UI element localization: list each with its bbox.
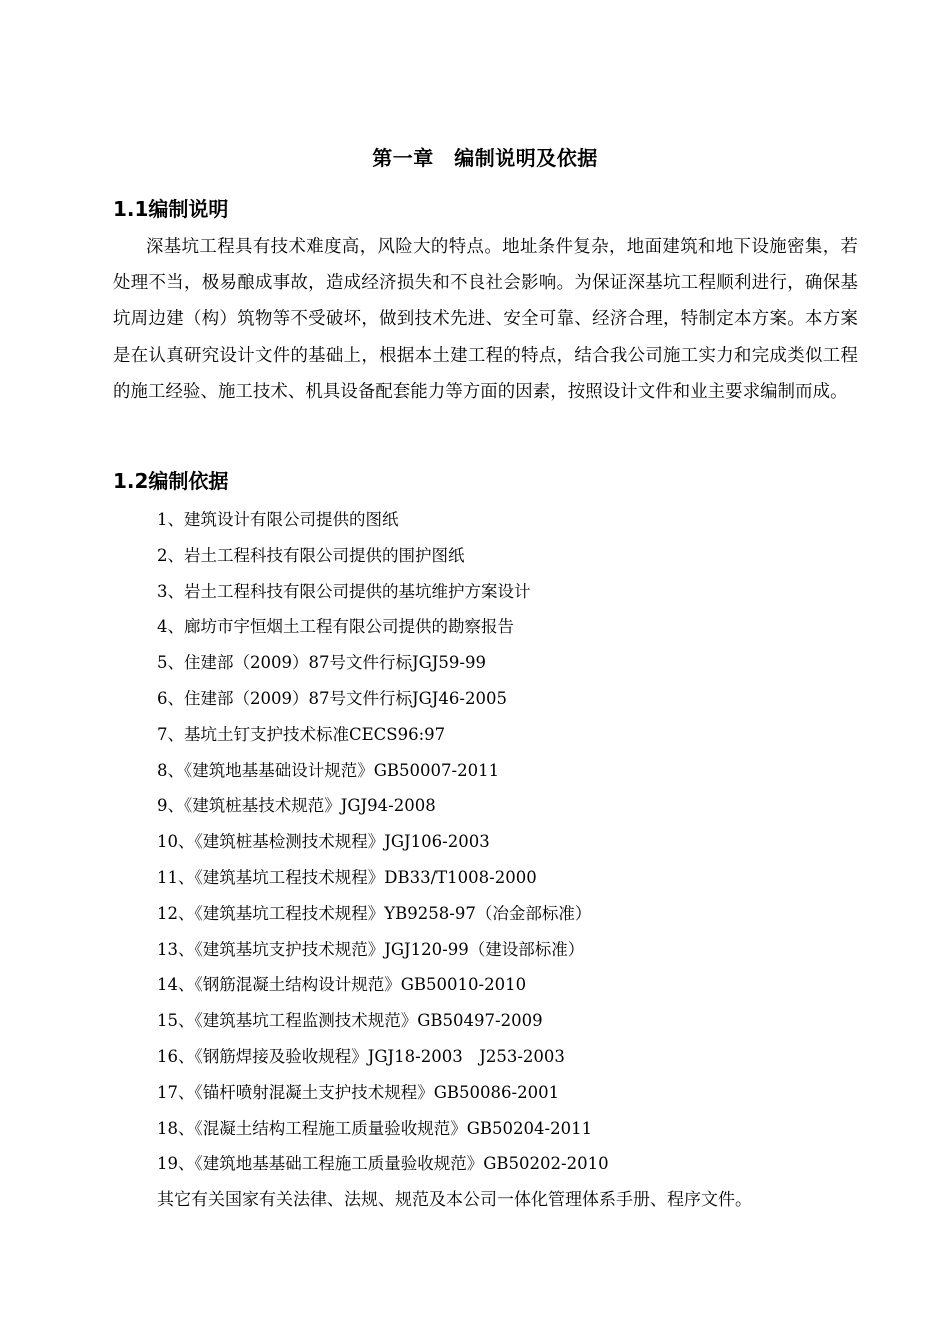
reference-item: 12、《建筑基坑工程技术规程》YB9258-97（冶金部标准） <box>157 903 592 923</box>
reference-item: 9、《建筑桩基技术规范》JGJ94-2008 <box>157 796 436 816</box>
reference-list <box>157 502 609 1182</box>
reference-item: 17、《锚杆喷射混凝土支护技术规程》GB50086-2001 <box>157 1082 560 1102</box>
reference-item: 13、《建筑基坑支护技术规范》JGJ120-99（建设部标准） <box>157 939 585 959</box>
reference-item: 2、岩土工程科技有限公司提供的围护图纸 <box>157 545 465 565</box>
reference-item: 11、《建筑基坑工程技术规程》DB33/T1008-2000 <box>157 867 537 887</box>
section-heading-1-2: 1.2编制依据 <box>113 469 229 493</box>
reference-item: 1、建筑设计有限公司提供的图纸 <box>157 510 399 529</box>
reference-item: 5、住建部（2009）87号文件行标JGJ59-99 <box>157 653 486 673</box>
section-heading-1-1: 1.1编制说明 <box>113 197 229 221</box>
chapter-title: 第一章 编制说明及依据 <box>372 146 598 170</box>
reference-item: 3、岩土工程科技有限公司提供的基坑维护方案设计 <box>157 581 531 601</box>
reference-item: 4、廊坊市宇恒烟土工程有限公司提供的勘察报告 <box>157 617 514 637</box>
reference-item: 10、《建筑桩基检测技术规程》JGJ106-2003 <box>157 832 490 852</box>
reference-item: 7、基坑土钉支护技术标准CECS96:97 <box>157 724 446 744</box>
reference-item: 18、《混凝土结构工程施工质量验收规范》GB50204-2011 <box>157 1118 593 1138</box>
section-paragraph-1-1: 深基坑工程具有技术难度高，风险大的特点。地址条件复杂，地面建筑和地下设施密集，若处理不当，极易酿成事故，造成经济损失和不良社会影响。为保证深基坑工程顺利进行，确保基坑周边建（构）筑物等不受破坏，做到技术先进、安全可靠、经济合理，特制定本方案。本方案是在认真研究设计文件的基础上，根据本土建工程的特点，结合我公司施工实力和完成类似工程的施工经验、施工技术、机具设备配套能力等方面的因素，按照设计文件和业主要求编制而成。 <box>113 237 858 402</box>
reference-item: 14、《钢筋混凝土结构设计规范》GB50010-2010 <box>157 975 527 995</box>
reference-item: 16、《钢筋焊接及验收规程》JGJ18-2003 J253-2003 <box>157 1046 565 1066</box>
closing-statement: 其它有关国家有关法律、法规、规范及本公司一体化管理体系手册、程序文件。 <box>157 1190 752 1210</box>
reference-item: 15、《建筑基坑工程监测技术规范》GB50497-2009 <box>157 1011 543 1031</box>
reference-item: 6、住建部（2009）87号文件行标JGJ46-2005 <box>157 688 507 708</box>
reference-item: 19、《建筑地基基础工程施工质量验收规范》GB50202-2010 <box>157 1154 609 1174</box>
reference-item: 8、《建筑地基基础设计规范》GB50007-2011 <box>157 760 500 780</box>
